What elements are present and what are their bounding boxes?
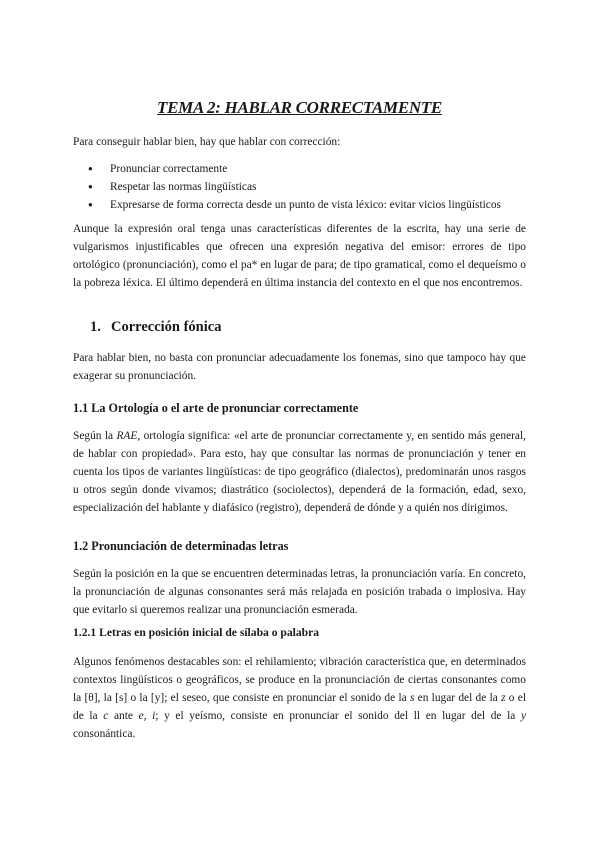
paragraph-vulgarisms: Aunque la expresión oral tenga unas características diferentes de la escrita, hay una serie de vulgarismos injustificables que ofrecen una expresión negativa del emisor: errores de tipo ortológico (pronunciación), como el pa* en lugar de para; de tipo gramatical, como el dequeísmo o la pobreza léxica. El último dependerá en última instancia del contexto en el que nos encontremos. (73, 223, 526, 289)
requirements-list (73, 160, 526, 214)
subheading-ortologia: 1.1 La Ortología o el arte de pronunciar correctamente (73, 401, 359, 415)
list-item: ● Pronunciar correctamente (73, 160, 526, 178)
paragraph-hablar-bien: Para hablar bien, no basta con pronunciar adecuadamente los fonemas, sino que tampoco hay que exagerar su pronunciación. (73, 352, 526, 382)
section-number: 1. (90, 319, 101, 335)
section-title: Corrección fónica (111, 319, 222, 335)
paragraph-ortologia: Según la RAE, ortología significa: «el arte de pronunciar correctamente y, en sentido más general, de hablar con propiedad». Para esto, hay que consultar las normas de pronunciación y tener en cuenta los tipos de variantes lingüísticas: de tipo geográfico (dialectos), predominarán unos rasgos u otros según donde vivamos; diastrático (sociolectos), dependerá de la formación, edad, sexo, especialización del hablante y diafásico (registro), dependerá de dónde y a quién nos dirigimos. (73, 430, 526, 514)
intro-paragraph: Para conseguir hablar bien, hay que hablar con corrección: (73, 136, 341, 148)
page-title: TEMA 2: HABLAR CORRECTAMENTE (157, 98, 442, 117)
paragraph-pronunciacion: Según la posición en la que se encuentren determinadas letras, la pronunciación varía. En concreto, la pronunciación de algunas consonantes será más relajada en posición trabada o implosiva. Hay que evitarlo si queremos realizar una pronunciación esmerada. (73, 568, 526, 616)
subheading-letras-inicial: 1.2.1 Letras en posición inicial de sílaba o palabra (73, 626, 320, 639)
list-item: ● Expresarse de forma correcta desde un punto de vista léxico: evitar vicios lingüísticos (73, 196, 526, 214)
subheading-pronunciacion-letras: 1.2 Pronunciación de determinadas letras (73, 539, 289, 553)
list-item: ● Respetar las normas lingüísticas (73, 178, 526, 196)
section-heading-correccion-fonica (73, 319, 526, 336)
paragraph-fenomenos: Algunos fenómenos destacables son: el rehilamiento; vibración característica que, en determinados contextos lingüísticos o geográficos, se produce en la pronunciación de ciertas consonantes como la [θ], la [s] o la [y]; el seseo, que consiste en pronunciar el sonido de la s en lugar del de la z o el de la c ante e, i; y el yeísmo, consiste en pronunciar el sonido del ll en lugar del de la y consonántica. (73, 656, 526, 740)
